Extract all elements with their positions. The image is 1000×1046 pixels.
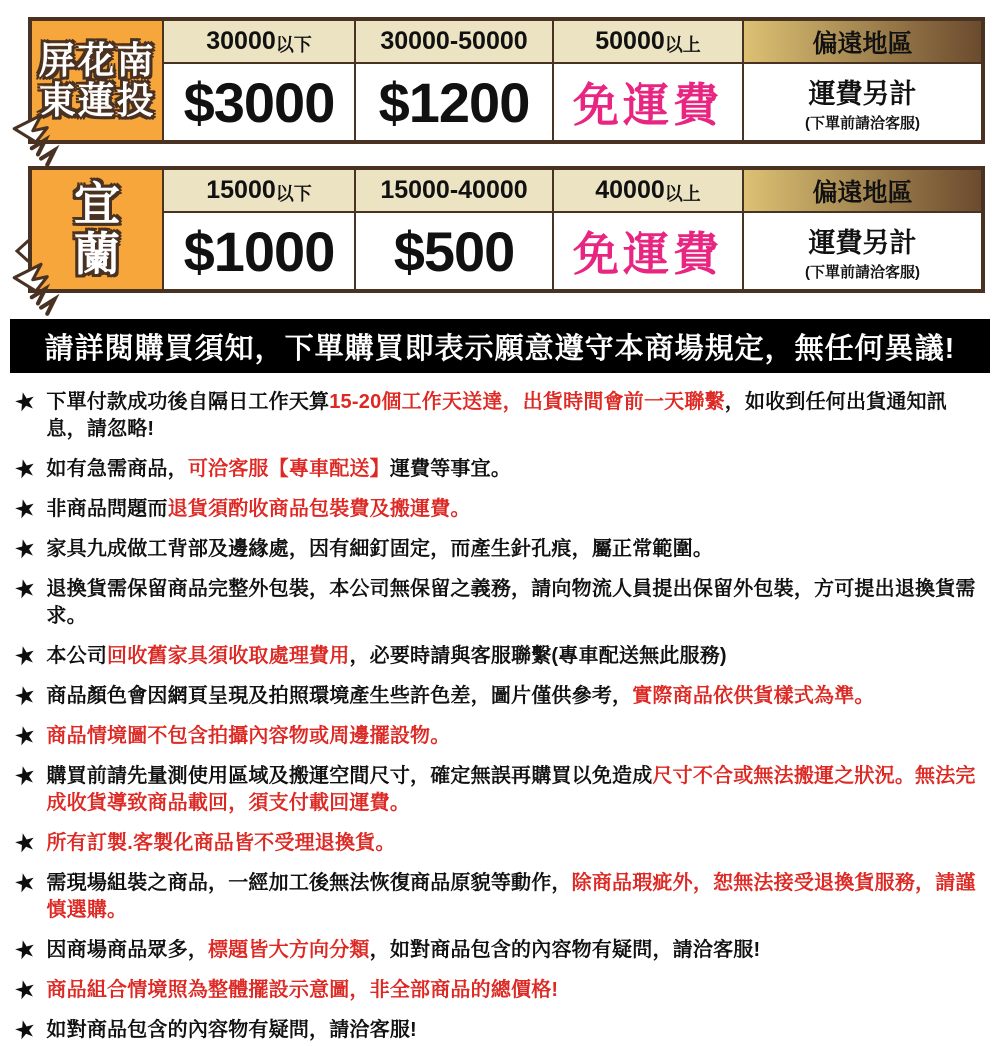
star-bullet-icon: ★ [10,639,40,673]
tier-suffix: 以上 [664,34,701,55]
star-bullet-icon: ★ [10,973,40,1007]
notice-text-segment: ，必要時請與客服聯繫(專車配送無此服務) [349,645,727,667]
notice-item [10,719,986,753]
notice-text-segment: 退換貨需保留商品完整外包裝，本公司無保留之義務，請向物流人員提出保留外包裝，方可提出退換貨需求。 [46,578,976,627]
notice-text [46,870,986,924]
notice-item [10,866,986,924]
tier-header [354,21,552,64]
notice-text-segment: 實際商品依供貨樣式為準。 [632,685,875,707]
notice-item [10,639,986,673]
notice-text-segment: 15-20個工作天送達，出貨時間會前一天聯繫 [329,391,725,413]
notice-text-segment: 如有急需商品， [46,458,188,480]
remote-fee-text: 運費另計 [808,78,917,109]
shipping-fee-tables [0,0,1000,293]
notice-text-segment: ，如對商品包含的內容物有疑問，請洽客服! [369,939,761,961]
tier-amount: 40000 [595,176,665,204]
notice-text-segment: 退貨須酌收商品包裝費及搬運費。 [167,498,471,520]
tier-header [162,170,354,213]
star-bullet-icon: ★ [10,866,40,900]
free-shipping-value: 免運費 [552,213,742,289]
remote-fee-note: (下單前請洽客服) [805,263,920,281]
notice-item [10,452,986,486]
tier-amount: 30000-50000 [380,27,528,55]
tier-suffix: 以上 [664,183,701,204]
notice-item [10,385,986,443]
star-bullet-icon: ★ [10,759,40,793]
remote-fee-note: (下單前請洽客服) [805,114,920,132]
tier-header [552,21,742,64]
notice-text-segment: 商品顏色會因網頁呈現及拍照環境產生些許色差，圖片僅供參考， [46,685,633,707]
tier-suffix: 以下 [275,183,312,204]
notice-text [46,683,874,710]
remote-fee-value [742,213,981,289]
notice-banner-text: 請詳閱購買須知，下單購買即表示願意遵守本商場規定，無任何異議! [44,332,956,365]
fee-table [28,166,985,293]
notice-item [10,826,986,860]
notice-text-segment: 非商品問題而 [46,498,168,520]
notice-text-segment: 回收舊家具須收取處理費用 [107,645,350,667]
tier-amount: 偏遠地區 [812,178,913,207]
notice-item [10,532,986,566]
notice-text-segment: 因商場商品眾多， [46,939,209,961]
tier-header [162,21,354,64]
notice-text-segment: 商品組合情境照為整體擺設示意圖，非全部商品的總價格! [46,979,559,1001]
notice-text-segment: 本公司 [46,645,108,667]
notice-text-segment: 商品情境圖不包含拍攝內容物或周邊擺設物。 [46,725,451,747]
fee-value: $1000 [162,213,354,289]
free-shipping-value: 免運費 [552,64,742,140]
star-bullet-icon: ★ [10,719,40,753]
region-label: 蘭 [74,227,120,280]
star-bullet-icon: ★ [10,933,40,967]
notice-banner [10,319,990,373]
notices-list [10,385,986,1046]
notice-text [46,830,395,857]
notice-item [10,492,986,526]
arrow-doodle-icon [6,255,72,321]
fee-value: $500 [354,213,552,289]
notice-text [46,763,986,817]
tier-header [552,170,742,213]
notice-item [10,933,986,967]
region-label: 東蓮投 [38,79,156,121]
notice-item [10,572,986,630]
tier-amount: 15000 [206,176,276,204]
star-bullet-icon: ★ [10,826,40,860]
fee-value: $1200 [354,64,552,140]
notice-text-segment: 所有訂製.客製化商品皆不受理退換貨。 [46,832,396,854]
star-bullet-icon: ★ [10,532,40,566]
notice-item [10,759,986,817]
star-bullet-icon: ★ [10,572,40,606]
notice-item [10,1013,986,1046]
notice-text-segment: 家具九成做工背部及邊緣處，因有細釘固定，而產生針孔痕，屬正常範圍。 [46,538,714,560]
notice-text [46,536,713,563]
tier-amount: 30000 [206,27,276,55]
tier-amount: 50000 [595,27,665,55]
notice-text-segment: 需現場組裝之商品，一經加工後無法恢復商品原貌等動作， [46,872,572,894]
tier-amount: 偏遠地區 [812,29,913,58]
remote-fee-text: 運費另計 [808,227,917,258]
notice-text-segment: 如對商品包含的內容物有疑問，請洽客服! [46,1019,417,1041]
region-label: 宜 [74,177,120,230]
star-bullet-icon: ★ [10,492,40,526]
arrow-doodle-icon [6,106,72,172]
notice-text-segment: 購買前請先量測使用區域及搬運空間尺寸，確定無誤再購買以免造成 [46,765,653,787]
star-bullet-icon: ★ [10,385,40,419]
notice-text-segment: 標題皆大方向分類 [208,939,370,961]
notice-text [46,1017,416,1044]
notice-text [46,937,760,964]
notice-text-segment: ，如收到任何出貨通知訊息，請忽略! [46,391,947,440]
remote-area-header [742,170,981,213]
notice-text [46,456,511,483]
notice-text-segment: 尺寸不合或無法搬運之狀況。無法完成收貨導致商品載回，須支付載回運費。 [46,765,976,814]
star-bullet-icon: ★ [10,679,40,713]
notice-text [46,643,726,670]
notice-text-segment: 可洽客服【專車配送】 [187,458,390,480]
notice-text-segment: 下單付款成功後自隔日工作天算 [46,391,330,413]
shipping-table-pingtung-hualien-nantou [28,17,985,144]
remote-fee-value [742,64,981,140]
tier-header [354,170,552,213]
notice-text-segment: 除商品瑕疵外，恕無法接受退換貨服務，請謹慎選購。 [46,872,976,921]
fee-value: $3000 [162,64,354,140]
star-bullet-icon: ★ [10,452,40,486]
shipping-table-yilan [28,166,985,293]
star-bullet-icon: ★ [10,1013,40,1046]
tier-suffix: 以下 [275,34,312,55]
notice-text [46,723,450,750]
fee-table [28,17,985,144]
tier-amount: 15000-40000 [380,176,528,204]
notice-text [46,496,470,523]
notice-text [46,576,986,630]
notice-text [46,389,986,443]
notice-item [10,679,986,713]
remote-area-header [742,21,981,64]
region-label: 屏花南 [38,39,156,81]
notice-text-segment: 運費等事宜。 [389,458,512,480]
